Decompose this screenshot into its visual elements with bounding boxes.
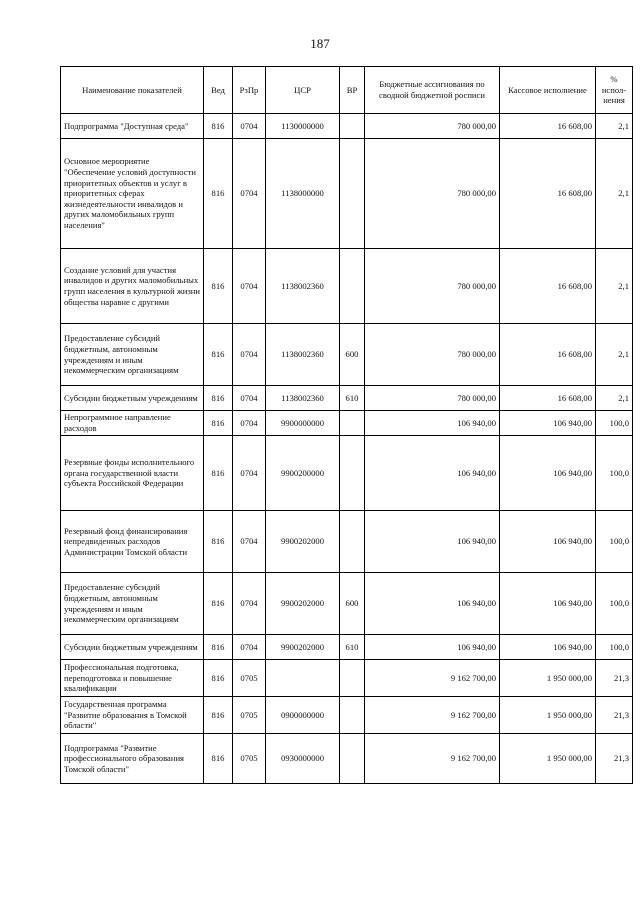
- row-rzpr: 0705: [233, 697, 266, 734]
- row-execution-percent: 2,1: [596, 114, 633, 139]
- row-vr: 600: [340, 573, 365, 635]
- header-vr: ВР: [340, 67, 365, 114]
- row-execution-percent: 21,3: [596, 660, 633, 697]
- row-name: Предоставление субсидий бюджетным, автономным учреждениям и иным некоммерческим организациям: [61, 573, 204, 635]
- table-row: [61, 114, 633, 139]
- row-execution-percent: 100,0: [596, 411, 633, 436]
- row-vr: 600: [340, 324, 365, 386]
- row-vr: 610: [340, 386, 365, 411]
- row-vr: [340, 511, 365, 573]
- budget-table: [60, 66, 633, 784]
- row-cash-execution: 106 940,00: [500, 573, 596, 635]
- row-name: Создание условий для участия инвалидов и других маломобильных групп населения в культурной жизни общества наравне с другими: [61, 249, 204, 324]
- row-ved: 816: [204, 734, 233, 784]
- row-name: Подпрограмма "Доступная среда": [61, 114, 204, 139]
- row-rzpr: 0704: [233, 573, 266, 635]
- row-csr: 9900202000: [266, 635, 340, 660]
- row-vr: [340, 436, 365, 511]
- row-vr: [340, 697, 365, 734]
- row-name: Подпрограмма "Развитие профессионального образования Томской области": [61, 734, 204, 784]
- row-assignments: 780 000,00: [365, 386, 500, 411]
- header-rzpr: РзПр: [233, 67, 266, 114]
- row-csr: [266, 660, 340, 697]
- row-rzpr: 0704: [233, 249, 266, 324]
- row-execution-percent: 2,1: [596, 249, 633, 324]
- row-vr: [340, 114, 365, 139]
- row-execution-percent: 21,3: [596, 734, 633, 784]
- header-execution-percent: % испол-нения: [596, 67, 633, 114]
- row-csr: 1138000000: [266, 139, 340, 249]
- page-number: 187: [310, 36, 330, 51]
- row-execution-percent: 2,1: [596, 324, 633, 386]
- row-csr: 0930000000: [266, 734, 340, 784]
- row-cash-execution: 106 940,00: [500, 635, 596, 660]
- row-name: Субсидии бюджетным учреждениям: [61, 635, 204, 660]
- row-csr: 1138002360: [266, 324, 340, 386]
- row-vr: [340, 249, 365, 324]
- row-csr: 9900200000: [266, 436, 340, 511]
- row-rzpr: 0705: [233, 660, 266, 697]
- row-rzpr: 0704: [233, 139, 266, 249]
- row-assignments: 780 000,00: [365, 114, 500, 139]
- row-execution-percent: 100,0: [596, 511, 633, 573]
- row-cash-execution: 16 608,00: [500, 114, 596, 139]
- row-cash-execution: 1 950 000,00: [500, 660, 596, 697]
- row-execution-percent: 100,0: [596, 436, 633, 511]
- row-cash-execution: 16 608,00: [500, 139, 596, 249]
- row-cash-execution: 106 940,00: [500, 511, 596, 573]
- row-cash-execution: 1 950 000,00: [500, 734, 596, 784]
- row-rzpr: 0704: [233, 436, 266, 511]
- row-vr: [340, 139, 365, 249]
- row-cash-execution: 16 608,00: [500, 324, 596, 386]
- row-vr: [340, 660, 365, 697]
- table-row: [61, 660, 633, 697]
- row-assignments: 9 162 700,00: [365, 660, 500, 697]
- row-assignments: 780 000,00: [365, 139, 500, 249]
- table-row: [61, 249, 633, 324]
- row-csr: 0900000000: [266, 697, 340, 734]
- row-ved: 816: [204, 436, 233, 511]
- table-row: [61, 411, 633, 436]
- header-cash-execution: Кассовое исполнение: [500, 67, 596, 114]
- row-rzpr: 0704: [233, 324, 266, 386]
- row-vr: [340, 734, 365, 784]
- row-csr: 9900202000: [266, 573, 340, 635]
- row-ved: 816: [204, 697, 233, 734]
- row-ved: 816: [204, 660, 233, 697]
- table-row: [61, 386, 633, 411]
- row-name: Непрограммное направление расходов: [61, 411, 204, 436]
- row-assignments: 106 940,00: [365, 635, 500, 660]
- table-row: [61, 436, 633, 511]
- row-ved: 816: [204, 511, 233, 573]
- row-cash-execution: 106 940,00: [500, 411, 596, 436]
- row-execution-percent: 100,0: [596, 635, 633, 660]
- row-ved: 816: [204, 635, 233, 660]
- row-name: Основное мероприятие "Обеспечение условий доступности приоритетных объектов и услуг в приоритетных сферах жизнедеятельности инвалидов и других маломобильных групп населения": [61, 139, 204, 249]
- table-row: [61, 697, 633, 734]
- header-ved: Вед: [204, 67, 233, 114]
- row-name: Профессиональная подготовка, переподготовка и повышение квалификации: [61, 660, 204, 697]
- row-execution-percent: 21,3: [596, 697, 633, 734]
- row-vr: 610: [340, 635, 365, 660]
- table-row: [61, 734, 633, 784]
- row-cash-execution: 16 608,00: [500, 249, 596, 324]
- row-csr: 9900000000: [266, 411, 340, 436]
- row-ved: 816: [204, 573, 233, 635]
- row-cash-execution: 106 940,00: [500, 436, 596, 511]
- row-csr: 9900202000: [266, 511, 340, 573]
- row-cash-execution: 16 608,00: [500, 386, 596, 411]
- row-name: Субсидии бюджетным учреждениям: [61, 386, 204, 411]
- table-body: [61, 114, 633, 784]
- row-assignments: 9 162 700,00: [365, 734, 500, 784]
- row-name: Предоставление субсидий бюджетным, автономным учреждениям и иным некоммерческим организациям: [61, 324, 204, 386]
- row-name: Государственная программа "Развитие образования в Томской области": [61, 697, 204, 734]
- row-ved: 816: [204, 411, 233, 436]
- row-rzpr: 0704: [233, 511, 266, 573]
- row-rzpr: 0704: [233, 114, 266, 139]
- row-execution-percent: 2,1: [596, 139, 633, 249]
- row-rzpr: 0704: [233, 635, 266, 660]
- row-ved: 816: [204, 386, 233, 411]
- header-assignments: Бюджетные ассигнования по сводной бюджетной росписи: [365, 67, 500, 114]
- row-assignments: 106 940,00: [365, 436, 500, 511]
- row-csr: 1138002360: [266, 386, 340, 411]
- row-rzpr: 0704: [233, 411, 266, 436]
- row-csr: 1130000000: [266, 114, 340, 139]
- table-row: [61, 324, 633, 386]
- table-row: [61, 635, 633, 660]
- row-assignments: 106 940,00: [365, 573, 500, 635]
- row-ved: 816: [204, 114, 233, 139]
- row-assignments: 106 940,00: [365, 411, 500, 436]
- row-cash-execution: 1 950 000,00: [500, 697, 596, 734]
- row-assignments: 780 000,00: [365, 249, 500, 324]
- table-row: [61, 139, 633, 249]
- header-row: [61, 67, 633, 114]
- row-csr: 1138002360: [266, 249, 340, 324]
- table-header: [61, 67, 633, 114]
- row-rzpr: 0704: [233, 386, 266, 411]
- row-execution-percent: 100,0: [596, 573, 633, 635]
- row-assignments: 9 162 700,00: [365, 697, 500, 734]
- table-row: [61, 573, 633, 635]
- row-assignments: 106 940,00: [365, 511, 500, 573]
- row-ved: 816: [204, 249, 233, 324]
- header-csr: ЦСР: [266, 67, 340, 114]
- table-row: [61, 511, 633, 573]
- header-name: Наименование показателей: [61, 67, 204, 114]
- row-name: Резервные фонды исполнительного органа государственной власти субъекта Российской Федерации: [61, 436, 204, 511]
- row-assignments: 780 000,00: [365, 324, 500, 386]
- row-name: Резервный фонд финансирования непредвиденных расходов Администрации Томской области: [61, 511, 204, 573]
- row-ved: 816: [204, 324, 233, 386]
- row-rzpr: 0705: [233, 734, 266, 784]
- row-ved: 816: [204, 139, 233, 249]
- row-execution-percent: 2,1: [596, 386, 633, 411]
- row-vr: [340, 411, 365, 436]
